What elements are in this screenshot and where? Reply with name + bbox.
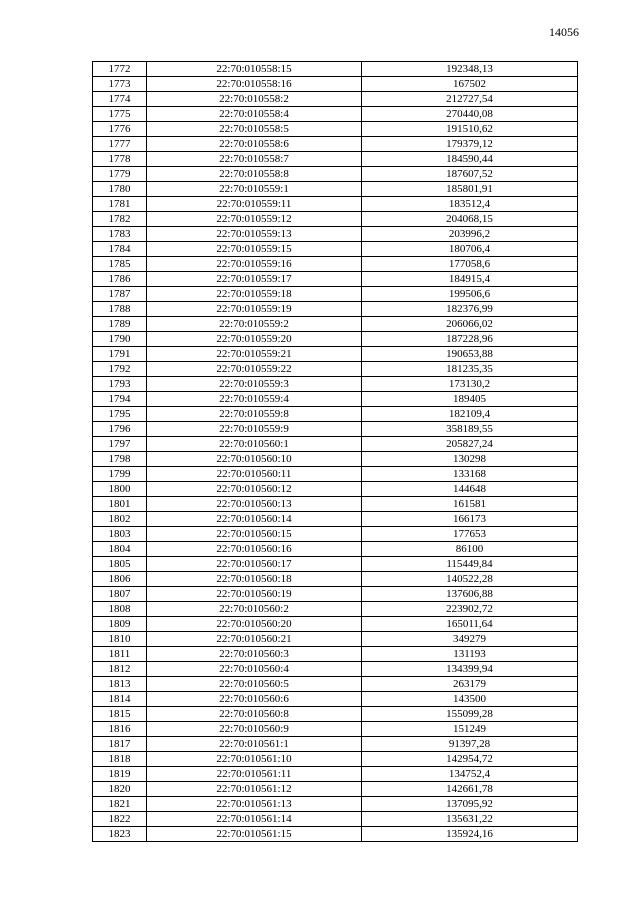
row-number-cell: 1773 [93,77,147,92]
row-number-cell: 1788 [93,302,147,317]
value-cell: 187607,52 [362,167,578,182]
value-cell: 179379,12 [362,137,578,152]
value-cell: 140522,28 [362,572,578,587]
table-row [93,302,578,317]
cadastral-number-cell: 22:70:010558:2 [147,92,362,107]
value-cell: 184590,44 [362,152,578,167]
cadastral-number-cell: 22:70:010558:15 [147,62,362,77]
table-row [93,767,578,782]
value-cell: 131193 [362,647,578,662]
table-row [93,497,578,512]
table-row [93,557,578,572]
cadastral-number-cell: 22:70:010560:11 [147,467,362,482]
value-cell: 167502 [362,77,578,92]
value-cell: 358189,55 [362,422,578,437]
value-cell: 134752,4 [362,767,578,782]
row-number-cell: 1772 [93,62,147,77]
table-row [93,347,578,362]
row-number-cell: 1797 [93,437,147,452]
value-cell: 183512,4 [362,197,578,212]
value-cell: 177653 [362,527,578,542]
cadastral-number-cell: 22:70:010561:11 [147,767,362,782]
table-row [93,392,578,407]
value-cell: 143500 [362,692,578,707]
table-row [93,782,578,797]
value-cell: 91397,28 [362,737,578,752]
value-cell: 151249 [362,722,578,737]
row-number-cell: 1785 [93,257,147,272]
row-number-cell: 1808 [93,602,147,617]
row-number-cell: 1810 [93,632,147,647]
value-cell: 192348,13 [362,62,578,77]
value-cell: 181235,35 [362,362,578,377]
table-row [93,812,578,827]
row-number-cell: 1823 [93,827,147,842]
cadastral-number-cell: 22:70:010559:2 [147,317,362,332]
row-number-cell: 1805 [93,557,147,572]
cadastral-number-cell: 22:70:010558:6 [147,137,362,152]
row-number-cell: 1811 [93,647,147,662]
cadastral-number-cell: 22:70:010560:19 [147,587,362,602]
table-row [93,287,578,302]
cadastral-number-cell: 22:70:010560:20 [147,617,362,632]
row-number-cell: 1782 [93,212,147,227]
row-number-cell: 1819 [93,767,147,782]
value-cell: 142661,78 [362,782,578,797]
row-number-cell: 1786 [93,272,147,287]
table-row [93,662,578,677]
row-number-cell: 1792 [93,362,147,377]
row-number-cell: 1816 [93,722,147,737]
cadastral-number-cell: 22:70:010559:16 [147,257,362,272]
cadastral-number-cell: 22:70:010560:16 [147,542,362,557]
value-cell: 133168 [362,467,578,482]
table-row [93,242,578,257]
cadastral-number-cell: 22:70:010560:8 [147,707,362,722]
value-cell: 137606,88 [362,587,578,602]
table-row [93,587,578,602]
cadastral-number-cell: 22:70:010559:22 [147,362,362,377]
cadastral-number-cell: 22:70:010560:21 [147,632,362,647]
cadastral-number-cell: 22:70:010559:21 [147,347,362,362]
row-number-cell: 1806 [93,572,147,587]
row-number-cell: 1796 [93,422,147,437]
value-cell: 135924,16 [362,827,578,842]
cadastral-number-cell: 22:70:010560:17 [147,557,362,572]
page-number: 14056 [549,25,579,39]
cadastral-number-cell: 22:70:010560:13 [147,497,362,512]
table-row [93,707,578,722]
cadastral-number-cell: 22:70:010559:13 [147,227,362,242]
value-cell: 115449,84 [362,557,578,572]
value-cell: 187228,96 [362,332,578,347]
table-row [93,212,578,227]
cadastral-number-cell: 22:70:010560:3 [147,647,362,662]
cadastral-number-cell: 22:70:010561:15 [147,827,362,842]
cadastral-number-cell: 22:70:010559:8 [147,407,362,422]
value-cell: 134399,94 [362,662,578,677]
value-cell: 137095,92 [362,797,578,812]
cadastral-number-cell: 22:70:010559:15 [147,242,362,257]
table-row [93,137,578,152]
value-cell: 173130,2 [362,377,578,392]
table-row [93,272,578,287]
table-row [93,692,578,707]
row-number-cell: 1807 [93,587,147,602]
table-row [93,422,578,437]
cadastral-number-cell: 22:70:010561:10 [147,752,362,767]
cadastral-number-cell: 22:70:010558:7 [147,152,362,167]
value-cell: 199506,6 [362,287,578,302]
table-row [93,797,578,812]
row-number-cell: 1791 [93,347,147,362]
table-row [93,332,578,347]
row-number-cell: 1775 [93,107,147,122]
value-cell: 190653,88 [362,347,578,362]
cadastral-number-cell: 22:70:010560:15 [147,527,362,542]
value-cell: 191510,62 [362,122,578,137]
table-row [93,152,578,167]
value-cell: 223902,72 [362,602,578,617]
value-cell: 206066,02 [362,317,578,332]
row-number-cell: 1803 [93,527,147,542]
row-number-cell: 1780 [93,182,147,197]
row-number-cell: 1776 [93,122,147,137]
table-row [93,437,578,452]
row-number-cell: 1789 [93,317,147,332]
value-cell: 166173 [362,512,578,527]
table-row [93,122,578,137]
cadastral-number-cell: 22:70:010560:12 [147,482,362,497]
cadastral-value-table [92,61,578,842]
value-cell: 212727,54 [362,92,578,107]
row-number-cell: 1821 [93,797,147,812]
cadastral-number-cell: 22:70:010560:9 [147,722,362,737]
table-row [93,677,578,692]
cadastral-number-cell: 22:70:010558:8 [147,167,362,182]
row-number-cell: 1777 [93,137,147,152]
row-number-cell: 1802 [93,512,147,527]
value-cell: 184915,4 [362,272,578,287]
value-cell: 130298 [362,452,578,467]
value-cell: 177058,6 [362,257,578,272]
row-number-cell: 1799 [93,467,147,482]
value-cell: 270440,08 [362,107,578,122]
row-number-cell: 1817 [93,737,147,752]
cadastral-number-cell: 22:70:010559:17 [147,272,362,287]
value-cell: 180706,4 [362,242,578,257]
row-number-cell: 1804 [93,542,147,557]
table-body [93,62,578,842]
row-number-cell: 1795 [93,407,147,422]
value-cell: 161581 [362,497,578,512]
cadastral-number-cell: 22:70:010558:5 [147,122,362,137]
cadastral-number-cell: 22:70:010560:4 [147,662,362,677]
value-cell: 205827,24 [362,437,578,452]
cadastral-number-cell: 22:70:010561:1 [147,737,362,752]
row-number-cell: 1814 [93,692,147,707]
row-number-cell: 1820 [93,782,147,797]
cadastral-number-cell: 22:70:010560:18 [147,572,362,587]
value-cell: 135631,22 [362,812,578,827]
row-number-cell: 1783 [93,227,147,242]
table-row [93,512,578,527]
value-cell: 144648 [362,482,578,497]
cadastral-number-cell: 22:70:010561:12 [147,782,362,797]
row-number-cell: 1809 [93,617,147,632]
table-row [93,362,578,377]
value-cell: 165011,64 [362,617,578,632]
table-row [93,452,578,467]
table-row [93,752,578,767]
cadastral-number-cell: 22:70:010558:16 [147,77,362,92]
value-cell: 182376,99 [362,302,578,317]
cadastral-number-cell: 22:70:010559:18 [147,287,362,302]
cadastral-number-cell: 22:70:010560:1 [147,437,362,452]
cadastral-number-cell: 22:70:010559:20 [147,332,362,347]
cadastral-number-cell: 22:70:010560:2 [147,602,362,617]
table-row [93,377,578,392]
cadastral-number-cell: 22:70:010559:11 [147,197,362,212]
value-cell: 142954,72 [362,752,578,767]
value-cell: 203996,2 [362,227,578,242]
row-number-cell: 1798 [93,452,147,467]
cadastral-number-cell: 22:70:010561:14 [147,812,362,827]
table-row [93,182,578,197]
value-cell: 349279 [362,632,578,647]
value-cell: 263179 [362,677,578,692]
row-number-cell: 1812 [93,662,147,677]
row-number-cell: 1787 [93,287,147,302]
table-row [93,827,578,842]
row-number-cell: 1774 [93,92,147,107]
cadastral-number-cell: 22:70:010560:5 [147,677,362,692]
row-number-cell: 1818 [93,752,147,767]
table-row [93,647,578,662]
table-row [93,572,578,587]
cadastral-number-cell: 22:70:010560:10 [147,452,362,467]
cadastral-number-cell: 22:70:010561:13 [147,797,362,812]
value-cell: 182109,4 [362,407,578,422]
table-row [93,617,578,632]
cadastral-number-cell: 22:70:010559:3 [147,377,362,392]
table-row [93,317,578,332]
row-number-cell: 1790 [93,332,147,347]
cadastral-number-cell: 22:70:010560:6 [147,692,362,707]
table-row [93,197,578,212]
value-cell: 204068,15 [362,212,578,227]
row-number-cell: 1800 [93,482,147,497]
table-row [93,482,578,497]
row-number-cell: 1779 [93,167,147,182]
row-number-cell: 1822 [93,812,147,827]
cadastral-number-cell: 22:70:010559:12 [147,212,362,227]
table-row [93,737,578,752]
value-cell: 155099,28 [362,707,578,722]
row-number-cell: 1778 [93,152,147,167]
table-row [93,602,578,617]
row-number-cell: 1781 [93,197,147,212]
cadastral-number-cell: 22:70:010559:4 [147,392,362,407]
table-row [93,92,578,107]
table-row [93,632,578,647]
table-row [93,542,578,557]
row-number-cell: 1815 [93,707,147,722]
table-row [93,62,578,77]
cadastral-number-cell: 22:70:010560:14 [147,512,362,527]
cadastral-number-cell: 22:70:010559:1 [147,182,362,197]
value-cell: 86100 [362,542,578,557]
row-number-cell: 1794 [93,392,147,407]
cadastral-number-cell: 22:70:010559:9 [147,422,362,437]
table-row [93,227,578,242]
cadastral-number-cell: 22:70:010559:19 [147,302,362,317]
row-number-cell: 1793 [93,377,147,392]
row-number-cell: 1813 [93,677,147,692]
table-row [93,257,578,272]
cadastral-number-cell: 22:70:010558:4 [147,107,362,122]
value-cell: 185801,91 [362,182,578,197]
table-row [93,407,578,422]
table-row [93,467,578,482]
table-row [93,722,578,737]
table-row [93,527,578,542]
row-number-cell: 1784 [93,242,147,257]
row-number-cell: 1801 [93,497,147,512]
table-row [93,107,578,122]
table-row [93,167,578,182]
table-row [93,77,578,92]
value-cell: 189405 [362,392,578,407]
